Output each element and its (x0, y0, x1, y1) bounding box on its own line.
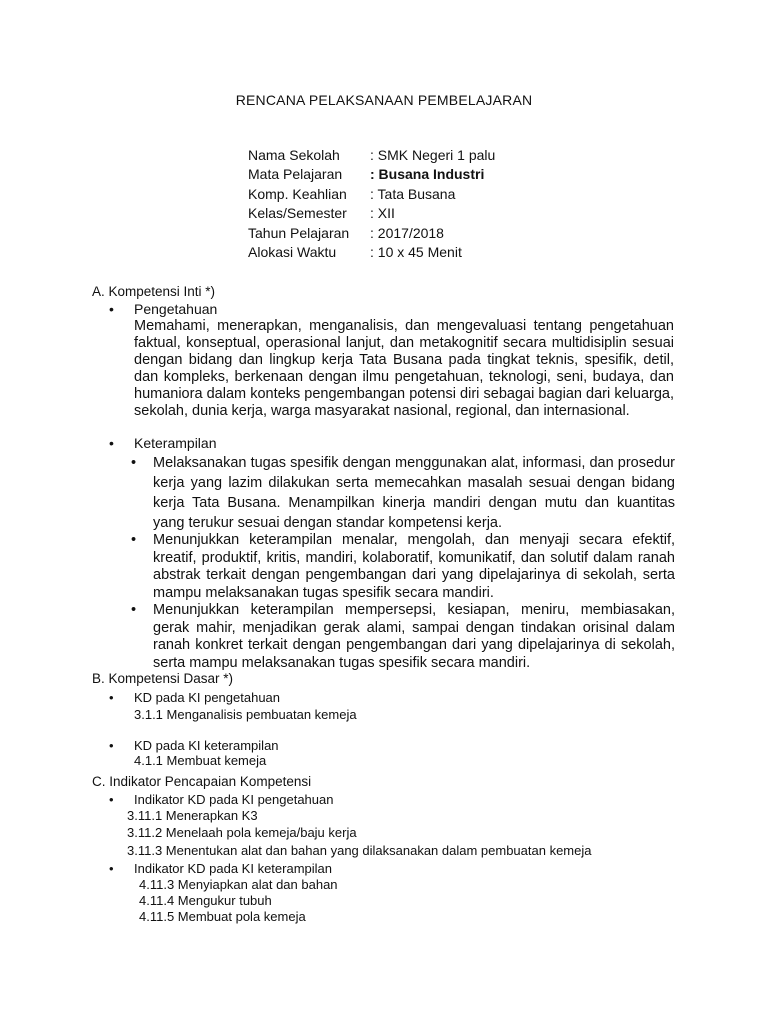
pengetahuan-bullet: • Pengetahuan (134, 301, 217, 318)
info-value: : 2017/2018 (370, 224, 444, 241)
info-label: Nama Sekolah (248, 147, 340, 163)
info-label: Alokasi Waktu (248, 243, 337, 260)
kd-keterampilan-bullet: • KD pada KI keterampilan (134, 738, 279, 754)
section-a-heading: A. Kompetensi Inti *) (92, 284, 216, 299)
info-value: : Tata Busana (370, 185, 456, 202)
info-row-mata-pelajaran (248, 165, 495, 184)
section-c-heading: C. Indikator Pencapaian Kompetensi (92, 774, 312, 789)
info-row-nama-sekolah (248, 146, 495, 165)
keterampilan-item: • Menunjukkan keterampilan mempersepsi, kesiapan, meniru, membiasakan, gerak mahir, menjadikan gerak alami, sampai dengan tindakan orisinal dalam ranah konkret terkait dengan pengembangan dari yang dipelajarinya di sekolah, serta mampu melaksanakan tugas spesifik secara mandiri. (153, 602, 675, 672)
school-info-block (248, 146, 495, 262)
keterampilan-item: • Menunjukkan keterampilan menalar, mengolah, dan menyaji secara efektif, kreatif, produktif, kritis, mandiri, kolaboratif, komunikatif, dan solutif dalam ranah abstrak terkait dengan pengembangan dari yang dipelajarinya di sekolah, serta mampu melaksanakan tugas spesifik secara mandiri. (153, 532, 675, 602)
info-value: : XII (370, 205, 395, 222)
info-row-tahun-pelajaran (248, 224, 495, 243)
info-value: : Busana Industri (370, 166, 485, 183)
indikator-keterampilan-item: 4.11.4 Mengukur tubuh (139, 893, 272, 908)
info-value: : 10 x 45 Menit (370, 243, 462, 260)
kd-pengetahuan-bullet: • KD pada KI pengetahuan (134, 690, 280, 706)
indikator-pengetahuan-item: 3.11.2 Menelaah pola kemeja/baju kerja (127, 825, 357, 840)
info-label: Mata Pelajaran (248, 166, 343, 183)
section-b-heading: B. Kompetensi Dasar *) (92, 671, 234, 686)
indikator-keterampilan-item: 4.11.5 Membuat pola kemeja (139, 909, 306, 924)
indikator-keterampilan-item: 4.11.3 Menyiapkan alat dan bahan (139, 877, 338, 892)
kd-pengetahuan-item: 3.1.1 Menganalisis pembuatan kemeja (134, 707, 357, 722)
info-row-alokasi-waktu (248, 243, 495, 262)
info-row-komp-keahlian (248, 185, 495, 204)
indikator-pengetahuan-bullet: • Indikator KD pada KI pengetahuan (134, 792, 333, 808)
indikator-pengetahuan-item: 3.11.1 Menerapkan K3 (127, 808, 258, 823)
info-label: Kelas/Semester (248, 205, 347, 222)
keterampilan-item: • Melaksanakan tugas spesifik dengan menggunakan alat, informasi, dan prosedur kerja yang lazim dilakukan serta memecahkan masalah sesuai dengan bidang kerja Tata Busana. Menampilkan kinerja mandiri dengan mutu dan kuantitas yang terukur sesuai dengan standar kompetensi kerja. (153, 453, 675, 533)
indikator-keterampilan-bullet: • Indikator KD pada KI keterampilan (134, 861, 332, 877)
keterampilan-bullet: • Keterampilan (134, 435, 217, 452)
info-value: : SMK Negeri 1 palu (370, 147, 496, 163)
document-title: RENCANA PELAKSANAAN PEMBELAJARAN (235, 92, 533, 108)
info-label: Komp. Keahlian (248, 185, 347, 202)
pengetahuan-paragraph: Memahami, menerapkan, menganalisis, dan mengevaluasi tentang pengetahuan faktual, konseptual, operasional lanjut, dan metakognitif secara multidisiplin sesuai dengan bidang dan lingkup kerja Tata Busana pada tingkat teknis, spesifik, detil, dan kompleks, berkenaan dengan ilmu pengetahuan, teknologi, seni, budaya, dan humaniora dalam konteks pengembangan potensi diri sebagai bagian dari keluarga, sekolah, dunia kerja, warga masyarakat nasional, regional, dan internasional. (134, 318, 674, 419)
indikator-pengetahuan-item: 3.11.3 Menentukan alat dan bahan yang dilaksanakan dalam pembuatan kemeja (127, 843, 592, 858)
info-row-kelas-semester (248, 204, 495, 223)
info-label: Tahun Pelajaran (248, 224, 350, 241)
kd-keterampilan-item: 4.1.1 Membuat kemeja (134, 753, 267, 768)
